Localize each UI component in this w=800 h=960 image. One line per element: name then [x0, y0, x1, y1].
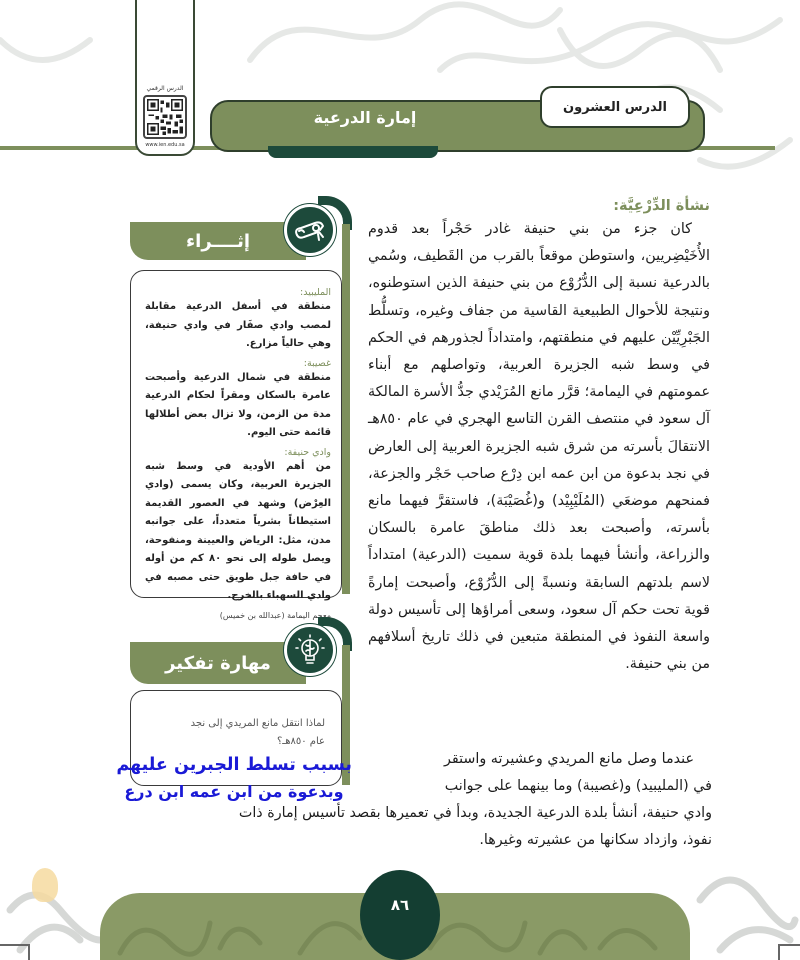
handwritten-answer-line-1: بسبب تسلط الجبرين عليهم — [116, 755, 352, 775]
enrichment-box — [130, 270, 342, 620]
paragraph-2-line: عندما وصل مانع المريدي وعشيرته واستقر — [443, 751, 694, 767]
footer-tick-left — [28, 944, 30, 960]
lesson-title-underline — [268, 146, 438, 158]
lesson-title: إمارة الدرعية — [313, 108, 417, 127]
footer-tick-right — [778, 944, 780, 960]
enrichment-banner — [130, 222, 306, 260]
enrichment-definition: منطقة في شمال الدرعية وأصبحت عامرة بالسكان ومقراً لحكام الدرعية مدة من الزمن، ولا تزال بعض أطلالها قائمة حتى اليوم. — [145, 371, 331, 438]
scroll-icon — [293, 217, 327, 243]
digital-lesson-url[interactable]: www.ien.edu.sa — [145, 142, 185, 148]
body-paragraph-1: كان جزء من بني حنيفة غادر حَجْراً بعد قدوم الأُخَيْضِريين، واستوطن موقعاً بالقرب من القَطيف، وسُمي بالدرعية نسبة إلى الدُّرُوْع من بني حنيفة الذين استوطنوه، ونتيجة للأحوال الطبيعية القاسية من جفاف وغيره، وتسلُّط الجَبْرِيِّيْن عليهم في منطقتهم، وامتداداً لجذورهم في الحكم في وسط شبه الجزيرة العربية، وتواصلهم مع أبناء عمومتهم في اليمامة؛ قرَّر مانع المُرَيْدي جدُّ الأسرة المالكة آل سعود في منتصف القرن التاسع الهجري في عام ٨٥٠هـ الانتقالَ بأسرته من شرق شبه الجزيرة العربية إلى العارض في نجد بدعوة من ابن عمه ابن دِرْع صاحب حَجْر والجزعة، فمنحهم موضعَي (المُلَيْبِيْد) و(غُصَيْبَة)، فاستقرَّ فيهما مانع بأسرته، وأصبحت بعد ذلك مناطقَ عامرة بالسكان والزراعة، وأنشأ فيهما بلدة قوية سميت (الدرعية) امتداداً لاسم بلدتهم السابقة ونسبةً إلى الدُّرُوْع، وأصبحت إمارةً قوية تحت حكم آل سعود، وسعى أمراؤها إلى تأسيس دولة واسعة النفوذ في المنطقة متبعين في ذلك تاريخ أسلافهم من بني حنيفة. — [368, 221, 710, 673]
handwritten-answer-line-2: وبدعوة من ابن عمه ابن درع — [124, 782, 344, 801]
enrichment-title: إثــــراء — [185, 230, 251, 252]
enrichment-source: معجم اليمامة (عبدالله بن خميس) — [219, 610, 331, 620]
page-number: ٨٦ — [390, 896, 410, 914]
qr-code-icon[interactable] — [143, 95, 187, 139]
paragraph-2-line: في (المليبيد) و(غصيبة) وما بينهما على جوانب — [444, 778, 712, 794]
enrichment-stem — [342, 224, 350, 594]
enrichment-term: وادي حنيفة: — [284, 446, 331, 458]
thinking-question: لماذا انتقل مانع المريدي إلى نجد عام ٨٥٠هـ؟ — [190, 718, 325, 747]
lesson-number-label: الدرس العشرون — [563, 99, 667, 115]
ien-logo-icon — [32, 868, 58, 902]
thinking-icon-badge — [284, 624, 336, 676]
digital-lesson-label: الدرس الرقمي — [146, 85, 184, 92]
footer-rule-right — [780, 944, 800, 946]
enrichment-definition: من أهم الأودية في وسط شبه الجزيرة العربية، وكان يسمى (وادي العِرْض) وشهد في العصور القديمة استيطاناً بشرياً متعدداً، على جوانبه مدن، مثل: الرياض والعيينة ومنفوحة، ويصل طوله إلى نحو ٨٠ كم من أوله في حافة جبل طويق حتى مصبه في وادي السهباء بالخرج. — [145, 460, 331, 601]
enrichment-icon-badge — [284, 204, 336, 256]
digital-lesson-card[interactable] — [135, 0, 195, 156]
paragraph-2-line: وادي حنيفة، أنشأ بلدة الدرعية الجديدة، وبدأ في تعميرها بقصد تأسيس إمارة ذات — [238, 805, 712, 821]
enrichment-term: المليبيد: — [300, 287, 331, 298]
enrichment-term: غصيبة: — [303, 357, 331, 369]
footer-rule-left — [0, 944, 30, 946]
paragraph-2-line: نفوذ، وازداد سكانها من عشيرته وغيرها. — [479, 832, 712, 848]
main-content — [368, 198, 710, 678]
thinking-banner — [130, 642, 306, 684]
lightbulb-brain-icon — [293, 633, 327, 667]
page-number-badge — [360, 870, 440, 960]
thinking-title: مهارة تفكير — [165, 652, 271, 674]
section-heading: نشأة الدِّرْعِيَّة: — [613, 198, 710, 214]
enrichment-definition: منطقة في أسفل الدرعية مقابلة لمصب وادي صفَار في وادي حنيفة، وهي حالياً مزارع. — [145, 301, 331, 349]
lesson-number-tab — [540, 86, 690, 128]
